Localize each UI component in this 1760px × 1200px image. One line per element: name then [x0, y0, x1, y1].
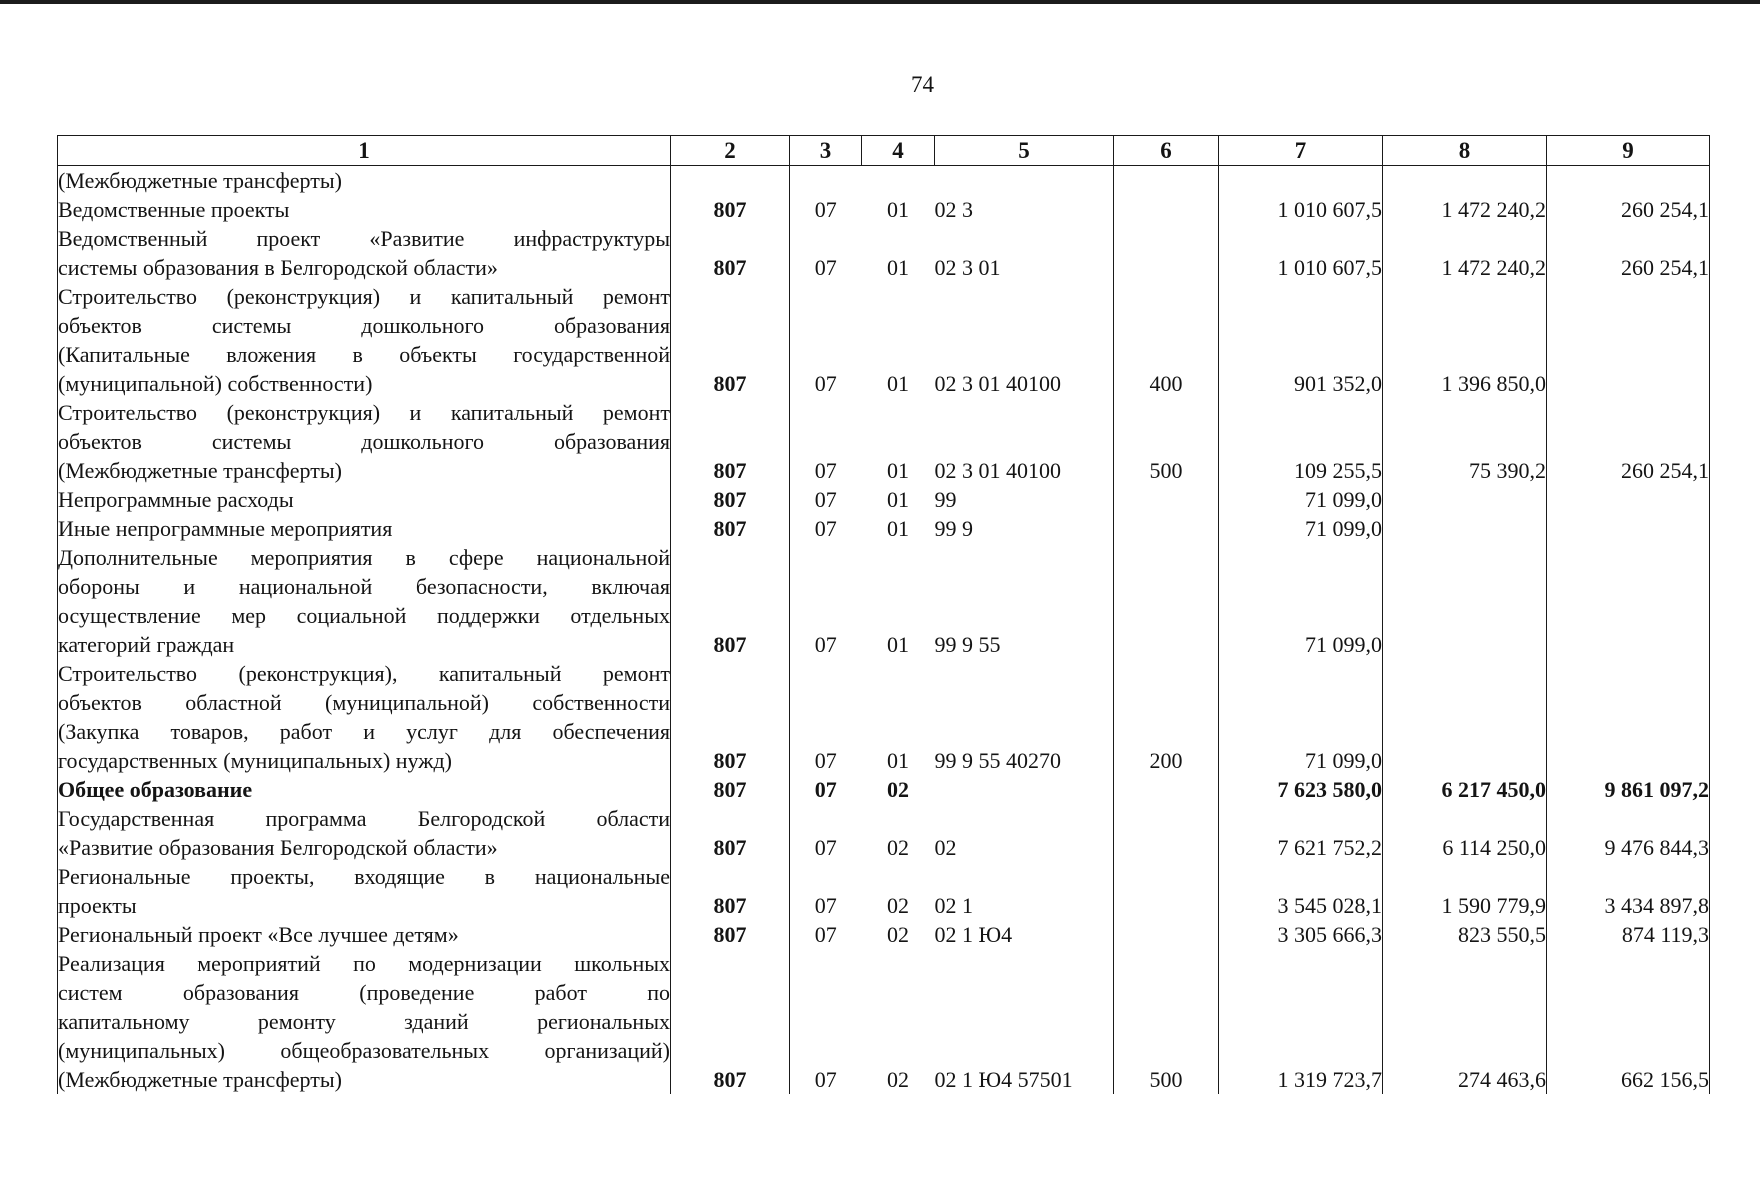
- amount-col8: [1383, 543, 1547, 659]
- amount-col8: [1383, 659, 1547, 775]
- amount-col7: 71 099,0: [1219, 659, 1383, 775]
- header-cell-6: 6: [1114, 136, 1219, 166]
- top-rule: [0, 0, 1760, 4]
- section-code: 07: [814, 632, 837, 657]
- amount-col8: 1 396 850,0: [1383, 282, 1547, 398]
- row-description: [58, 166, 671, 196]
- section-code: 07: [814, 835, 837, 860]
- ministry-code: 807: [671, 862, 790, 920]
- table-header: [58, 136, 1710, 166]
- subsection-code: 01: [887, 516, 909, 541]
- expense-type: 400: [1114, 282, 1219, 398]
- row-description: [58, 485, 671, 514]
- table-row: [58, 804, 1710, 862]
- subsection-code: 01: [887, 632, 909, 657]
- amount-col9: [1547, 514, 1710, 543]
- subsection-code: 01: [887, 371, 909, 396]
- amount-col7: 1 010 607,5: [1219, 195, 1383, 224]
- description-line: Дополнительные мероприятия в сфере национальной: [58, 545, 670, 570]
- amount-col7: 7 621 752,2: [1219, 804, 1383, 862]
- subsection-code: 02: [887, 777, 909, 802]
- target-article: 02 1: [935, 862, 1114, 920]
- amount-col9: 9 476 844,3: [1547, 804, 1710, 862]
- row-description: [58, 949, 671, 1094]
- amount-col9: 874 119,3: [1547, 920, 1710, 949]
- expense-type: [1114, 775, 1219, 804]
- table-row: [58, 949, 1710, 1094]
- table-row: [58, 224, 1710, 282]
- description-line: (муниципальной) собственности): [58, 371, 373, 396]
- expense-type: [1114, 862, 1219, 920]
- target-article: 02 3: [935, 195, 1114, 224]
- subsection-code: [862, 166, 935, 196]
- target-article: [935, 166, 1114, 196]
- expense-type: [1114, 195, 1219, 224]
- table-row: [58, 485, 1710, 514]
- amount-col8: [1383, 485, 1547, 514]
- amount-col9: [1547, 282, 1710, 398]
- amount-col8: 274 463,6: [1383, 949, 1547, 1094]
- description-line: Иные непрограммные мероприятия: [58, 516, 393, 541]
- row-description: [58, 282, 671, 398]
- header-cell-9: 9: [1547, 136, 1710, 166]
- target-article: 99 9 55: [935, 543, 1114, 659]
- amount-col7: 1 010 607,5: [1219, 224, 1383, 282]
- description-line: Государственная программа Белгородской области: [58, 806, 670, 831]
- amount-col7: 1 319 723,7: [1219, 949, 1383, 1094]
- amount-col7: 109 255,5: [1219, 398, 1383, 485]
- description-line: Общее образование: [58, 777, 253, 802]
- header-cell-8: 8: [1383, 136, 1547, 166]
- description-line: «Развитие образования Белгородской области»: [58, 835, 498, 860]
- table-row: [58, 862, 1710, 920]
- expense-type: [1114, 514, 1219, 543]
- description-line: осуществление мер социальной поддержки отдельных: [58, 603, 670, 628]
- ministry-code: 807: [671, 485, 790, 514]
- header-cell-4: 4: [862, 136, 935, 166]
- amount-col7: 71 099,0: [1219, 543, 1383, 659]
- row-description: [58, 514, 671, 543]
- amount-col9: 260 254,1: [1547, 195, 1710, 224]
- expense-type: [1114, 485, 1219, 514]
- target-article: 02 3 01 40100: [935, 398, 1114, 485]
- subsection-code: 01: [887, 748, 909, 773]
- amount-col9: [1547, 166, 1710, 196]
- page-number: 74: [911, 72, 934, 97]
- target-article: 99 9 55 40270: [935, 659, 1114, 775]
- target-article: 02 3 01: [935, 224, 1114, 282]
- amount-col9: 9 861 097,2: [1547, 775, 1710, 804]
- row-description: [58, 398, 671, 485]
- description-line: Непрограммные расходы: [58, 487, 294, 512]
- section-code: 07: [814, 458, 837, 483]
- amount-col9: 662 156,5: [1547, 949, 1710, 1094]
- budget-table: [57, 135, 1710, 1094]
- expense-type: 500: [1114, 398, 1219, 485]
- subsection-code: 01: [887, 487, 909, 512]
- target-article: 02 3 01 40100: [935, 282, 1114, 398]
- ministry-code: 807: [671, 543, 790, 659]
- header-cell-1: 1: [58, 136, 671, 166]
- target-article: 02 1 Ю4: [935, 920, 1114, 949]
- amount-col8: 1 472 240,2: [1383, 224, 1547, 282]
- row-description: [58, 804, 671, 862]
- expense-type: [1114, 920, 1219, 949]
- description-line: Ведомственный проект «Развитие инфраструктуры: [58, 226, 670, 251]
- table-row: [58, 398, 1710, 485]
- description-line: Строительство (реконструкция), капитальный ремонт: [58, 661, 670, 686]
- amount-col7: 71 099,0: [1219, 514, 1383, 543]
- description-line: Строительство (реконструкция) и капитальный ремонт: [58, 400, 670, 425]
- table-row: [58, 920, 1710, 949]
- expense-type: [1114, 543, 1219, 659]
- section-code: 07: [814, 371, 837, 396]
- table-row: [58, 775, 1710, 804]
- ministry-code: 807: [671, 224, 790, 282]
- header-cell-5: 5: [935, 136, 1114, 166]
- description-line: проекты: [58, 893, 137, 918]
- description-line: Ведомственные проекты: [58, 197, 290, 222]
- header-cell-2: 2: [671, 136, 790, 166]
- description-line: объектов областной (муниципальной) собственности: [58, 690, 670, 715]
- row-description: [58, 920, 671, 949]
- table-row: [58, 514, 1710, 543]
- description-line: категорий граждан: [58, 632, 235, 657]
- row-description: [58, 543, 671, 659]
- table-row: [58, 166, 1710, 196]
- description-line: Строительство (реконструкция) и капитальный ремонт: [58, 284, 670, 309]
- expense-type: 500: [1114, 949, 1219, 1094]
- ministry-code: 807: [671, 775, 790, 804]
- section-code: 07: [814, 922, 837, 947]
- section-code: 07: [814, 487, 837, 512]
- subsection-code: 01: [887, 458, 909, 483]
- row-description: [58, 224, 671, 282]
- amount-col7: 71 099,0: [1219, 485, 1383, 514]
- description-line: (Капитальные вложения в объекты государственной: [58, 342, 670, 367]
- ministry-code: 807: [671, 514, 790, 543]
- ministry-code: 807: [671, 398, 790, 485]
- section-code: [790, 166, 862, 196]
- description-line: Реализация мероприятий по модернизации школьных: [58, 951, 670, 976]
- ministry-code: 807: [671, 804, 790, 862]
- target-article: [935, 775, 1114, 804]
- ministry-code: 807: [671, 282, 790, 398]
- table-body: [58, 166, 1710, 1095]
- amount-col7: 7 623 580,0: [1219, 775, 1383, 804]
- description-line: Региональный проект «Все лучшее детям»: [58, 922, 459, 947]
- table-row: [58, 195, 1710, 224]
- description-line: капитальному ремонту зданий региональных: [58, 1009, 670, 1034]
- amount-col7: [1219, 166, 1383, 196]
- section-code: 07: [814, 516, 837, 541]
- table-row: [58, 543, 1710, 659]
- amount-col9: [1547, 485, 1710, 514]
- amount-col7: 901 352,0: [1219, 282, 1383, 398]
- expense-type: 200: [1114, 659, 1219, 775]
- subsection-code: 02: [887, 1067, 909, 1092]
- amount-col8: 1 472 240,2: [1383, 195, 1547, 224]
- ministry-code: 807: [671, 949, 790, 1094]
- subsection-code: 02: [887, 922, 909, 947]
- section-code: 07: [814, 893, 837, 918]
- amount-col8: 6 217 450,0: [1383, 775, 1547, 804]
- row-description: [58, 195, 671, 224]
- amount-col7: 3 305 666,3: [1219, 920, 1383, 949]
- ministry-code: 807: [671, 195, 790, 224]
- subsection-code: 01: [887, 255, 909, 280]
- description-line: обороны и национальной безопасности, включая: [58, 574, 670, 599]
- target-article: 99: [935, 485, 1114, 514]
- amount-col9: [1547, 659, 1710, 775]
- expense-type: [1114, 804, 1219, 862]
- description-line: объектов системы дошкольного образования: [58, 313, 670, 338]
- description-line: Региональные проекты, входящие в национальные: [58, 864, 670, 889]
- description-line: (Межбюджетные трансферты): [58, 1067, 342, 1092]
- expense-type: [1114, 224, 1219, 282]
- section-code: 07: [814, 197, 837, 222]
- amount-col9: 260 254,1: [1547, 398, 1710, 485]
- subsection-code: 02: [887, 893, 909, 918]
- row-description: [58, 862, 671, 920]
- target-article: 99 9: [935, 514, 1114, 543]
- subsection-code: 02: [887, 835, 909, 860]
- description-line: (муниципальных) общеобразовательных организаций): [58, 1038, 670, 1063]
- section-code: 07: [814, 777, 837, 802]
- section-code: 07: [814, 748, 837, 773]
- target-article: 02 1 Ю4 57501: [935, 949, 1114, 1094]
- table-row: [58, 659, 1710, 775]
- amount-col9: [1547, 543, 1710, 659]
- header-cell-3: 3: [790, 136, 862, 166]
- description-line: (Закупка товаров, работ и услуг для обеспечения: [58, 719, 670, 744]
- amount-col8: 6 114 250,0: [1383, 804, 1547, 862]
- amount-col9: 3 434 897,8: [1547, 862, 1710, 920]
- amount-col8: 75 390,2: [1383, 398, 1547, 485]
- row-description: [58, 775, 671, 804]
- header-row: [58, 136, 1710, 166]
- description-line: объектов системы дошкольного образования: [58, 429, 670, 454]
- amount-col8: [1383, 514, 1547, 543]
- row-description: [58, 659, 671, 775]
- amount-col7: 3 545 028,1: [1219, 862, 1383, 920]
- amount-col8: [1383, 166, 1547, 196]
- amount-col9: 260 254,1: [1547, 224, 1710, 282]
- description-line: систем образования (проведение работ по: [58, 980, 670, 1005]
- description-line: (Межбюджетные трансферты): [58, 458, 342, 483]
- table-row: [58, 282, 1710, 398]
- subsection-code: 01: [887, 197, 909, 222]
- section-code: 07: [814, 255, 837, 280]
- description-line: государственных (муниципальных) нужд): [58, 748, 452, 773]
- section-code: 07: [814, 1067, 837, 1092]
- target-article: 02: [935, 804, 1114, 862]
- header-cell-7: 7: [1219, 136, 1383, 166]
- amount-col8: 1 590 779,9: [1383, 862, 1547, 920]
- ministry-code: [671, 166, 790, 196]
- amount-col8: 823 550,5: [1383, 920, 1547, 949]
- ministry-code: 807: [671, 659, 790, 775]
- description-line: системы образования в Белгородской области»: [58, 255, 498, 280]
- ministry-code: 807: [671, 920, 790, 949]
- expense-type: [1114, 166, 1219, 196]
- description-line: (Межбюджетные трансферты): [58, 168, 342, 193]
